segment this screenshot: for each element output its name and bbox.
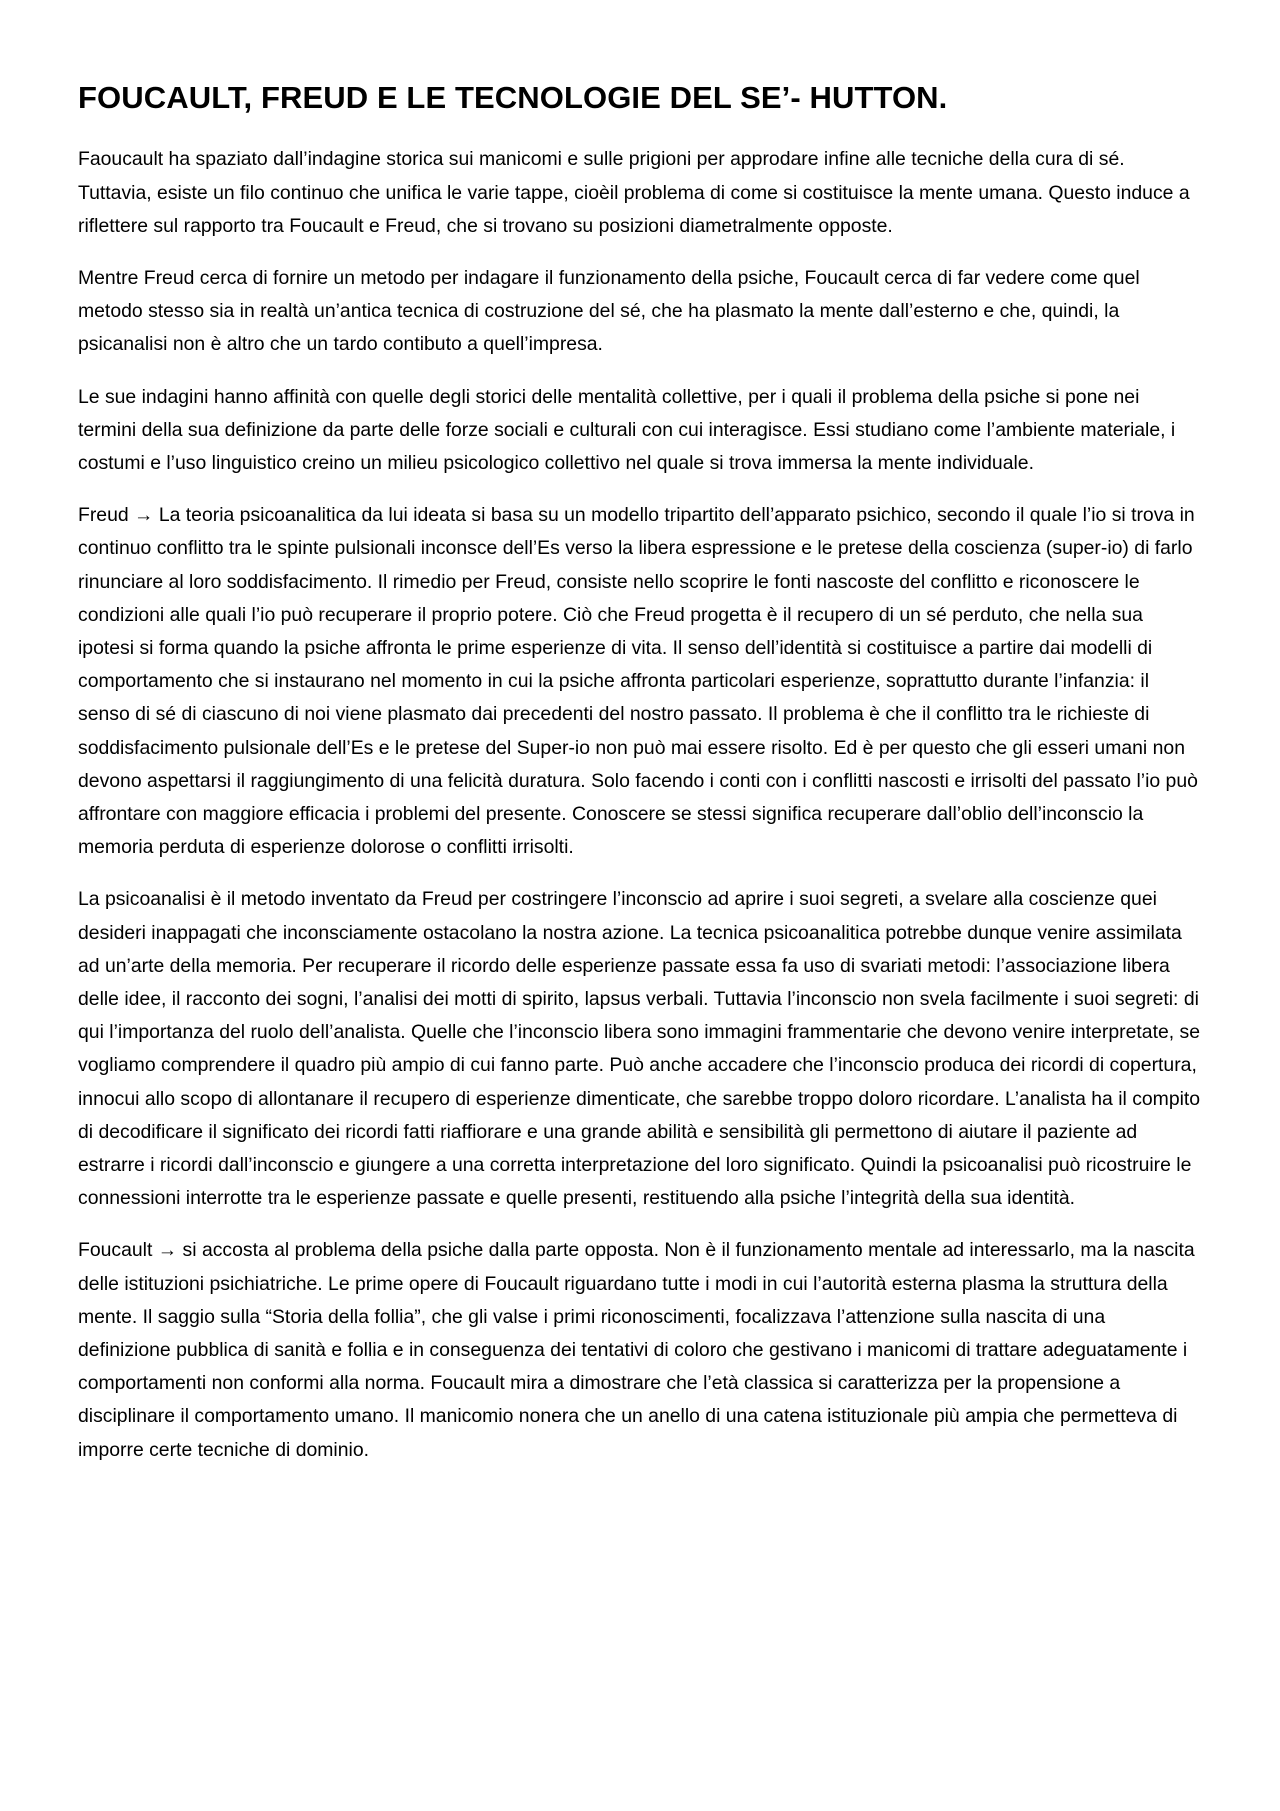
paragraph-foucault xyxy=(78,1234,1202,1466)
paragraph-method: Mentre Freud cerca di fornire un metodo per indagare il funzionamento della psiche, Foucault cerca di far vedere come quel metodo stesso sia in realtà un’antica tecnica di costruzione del sé, che ha plasmato la mente dall’esterno e che, quindi, la psicanalisi non è altro che un tardo contibuto a quell’impresa. xyxy=(78,266,1140,356)
document-title: FOUCAULT, FREUD E LE TECNOLOGIE DEL SE’- HUTTON. xyxy=(78,80,948,115)
paragraph-lead-foucault: Foucault xyxy=(78,1239,153,1262)
arrow-right-icon: → xyxy=(157,1239,178,1262)
paragraph-mentalities: Le sue indagini hanno affinità con quelle degli storici delle mentalità collettive, per i quali il problema della psiche si pone nei termini della sua definizione da parte delle forze sociali e culturali con cui interagisce. Essi studiano come l’ambiente materiale, i costumi e l’uso linguistico creino un milieu psicologico collettivo nel quale si trova immersa la mente individuale. xyxy=(78,385,1176,474)
document-page xyxy=(78,78,1202,1486)
arrow-right-icon: → xyxy=(134,504,154,527)
paragraph-foucault-body: si accosta al problema della psiche dalla parte opposta. Non è il funzionamento mentale ad interessarlo, ma la nascita delle istituzioni psichiatriche. Le prime opere di Foucault riguardano tutte i modi in cui l’autorità esterna plasma la struttura della mente. Il saggio sulla “Storia della follia”, che gli valse i primi riconoscimenti, focalizzava l’attenzione sulla nascita di una definizione pubblica di sanità e follia e in conseguenza dei tentativi di coloro che gestivano i manicomi di trattare adeguatamente i comportamenti non conformi alla norma. Foucault mira a dimostrare che l’età classica si caratterizza per la propensione a disciplinare il comportamento umano. Il manicomio nonera che un anello di una catena istituzionale più ampia che permetteva di imporre certe tecniche di dominio. xyxy=(78,1239,1195,1461)
paragraph-lead-freud: Freud xyxy=(78,504,129,527)
paragraph-freud-body: La teoria psicoanalitica da lui ideata si basa su un modello tripartito dell’apparato psichico, secondo il quale l’io si trova in continuo conflitto tra le spinte pulsionali inconsce dell’Es verso la libera espressione e le pretese della coscienza (super-io) di farlo rinunciare al loro soddisfacimento. Il rimedio per Freud, consiste nello scoprire le fonti nascoste del conflitto e riconoscere le condizioni alle quali l’io può recuperare il proprio potere. Ciò che Freud progetta è il recupero di un sé perduto, che nella sua ipotesi si forma quando la psiche affronta le prime esperienze di vita. Il senso dell’identità si costituisce a partire dai modelli di comportamento che si instaurano nel momento in cui la psiche affronta particolari esperienze, soprattutto durante l’infanzia: il senso di sé di ciascuno di noi viene plasmato dai precedenti del nostro passato. Il problema è che il conflitto tra le richieste di soddisfacimento pulsionale dell’Es e le pretese del Super-io non può mai essere risolto. Ed è per questo che gli esseri umani non devono aspettarsi il raggiungimento di una felicità duratura. Solo facendo i conti con i conflitti nascosti e irrisolti del passato l’io può affrontare con maggiore efficacia i problemi del presente. Conoscere se stessi significa recuperare dall’oblio dell’inconscio la memoria perduta di esperienze dolorose o conflitti irrisolti. xyxy=(78,504,1198,859)
paragraph-psychoanalysis: La psicoanalisi è il metodo inventato da Freud per costringere l’inconscio ad aprire i suoi segreti, a svelare alla coscienze quei desideri inappagati che inconsciamente ostacolano la nostra azione. La tecnica psicoanalitica potrebbe dunque venire assimilata ad un’arte della memoria. Per recuperare il ricordo delle esperienze passate essa fa uso di svariati metodi: l’associazione libera delle idee, il racconto dei sogni, l’analisi dei motti di spirito, lapsus verbali. Tuttavia l’inconscio non svela facilmente i suoi segreti: di qui l’importanza del ruolo dell’analista. Quelle che l’inconscio libera sono immagini frammentarie che devono venire interpretate, se vogliamo comprendere il quadro più ampio di cui fanno parte. Può anche accadere che l’inconscio produca dei ricordi di copertura, innocui allo scopo di allontanare il recupero di esperienze dimenticate, che sarebbe troppo doloro ricordare. L’analista ha il compito di decodificare il significato dei ricordi fatti riaffiorare e una grande abilità e sensibilità gli permettono di aiutare il paziente ad estrarre i ricordi dall’inconscio e giungere a una corretta interpretazione del loro significato. Quindi la psicoanalisi può ricostruire le connessioni interrotte tra le esperienze passate e quelle presenti, restituendo alla psiche l’integrità della sua identità. xyxy=(78,888,1201,1210)
paragraph-intro: Faoucault ha spaziato dall’indagine storica sui manicomi e sulle prigioni per approdare infine alle tecniche della cura di sé. Tuttavia, esiste un filo continuo che unifica le varie tappe, cioèil problema di come si costituisce la mente umana. Questo induce a riflettere sul rapporto tra Foucault e Freud, che si trovano su posizioni diametralmente opposte. xyxy=(78,148,1190,237)
paragraph-freud xyxy=(78,499,1202,864)
